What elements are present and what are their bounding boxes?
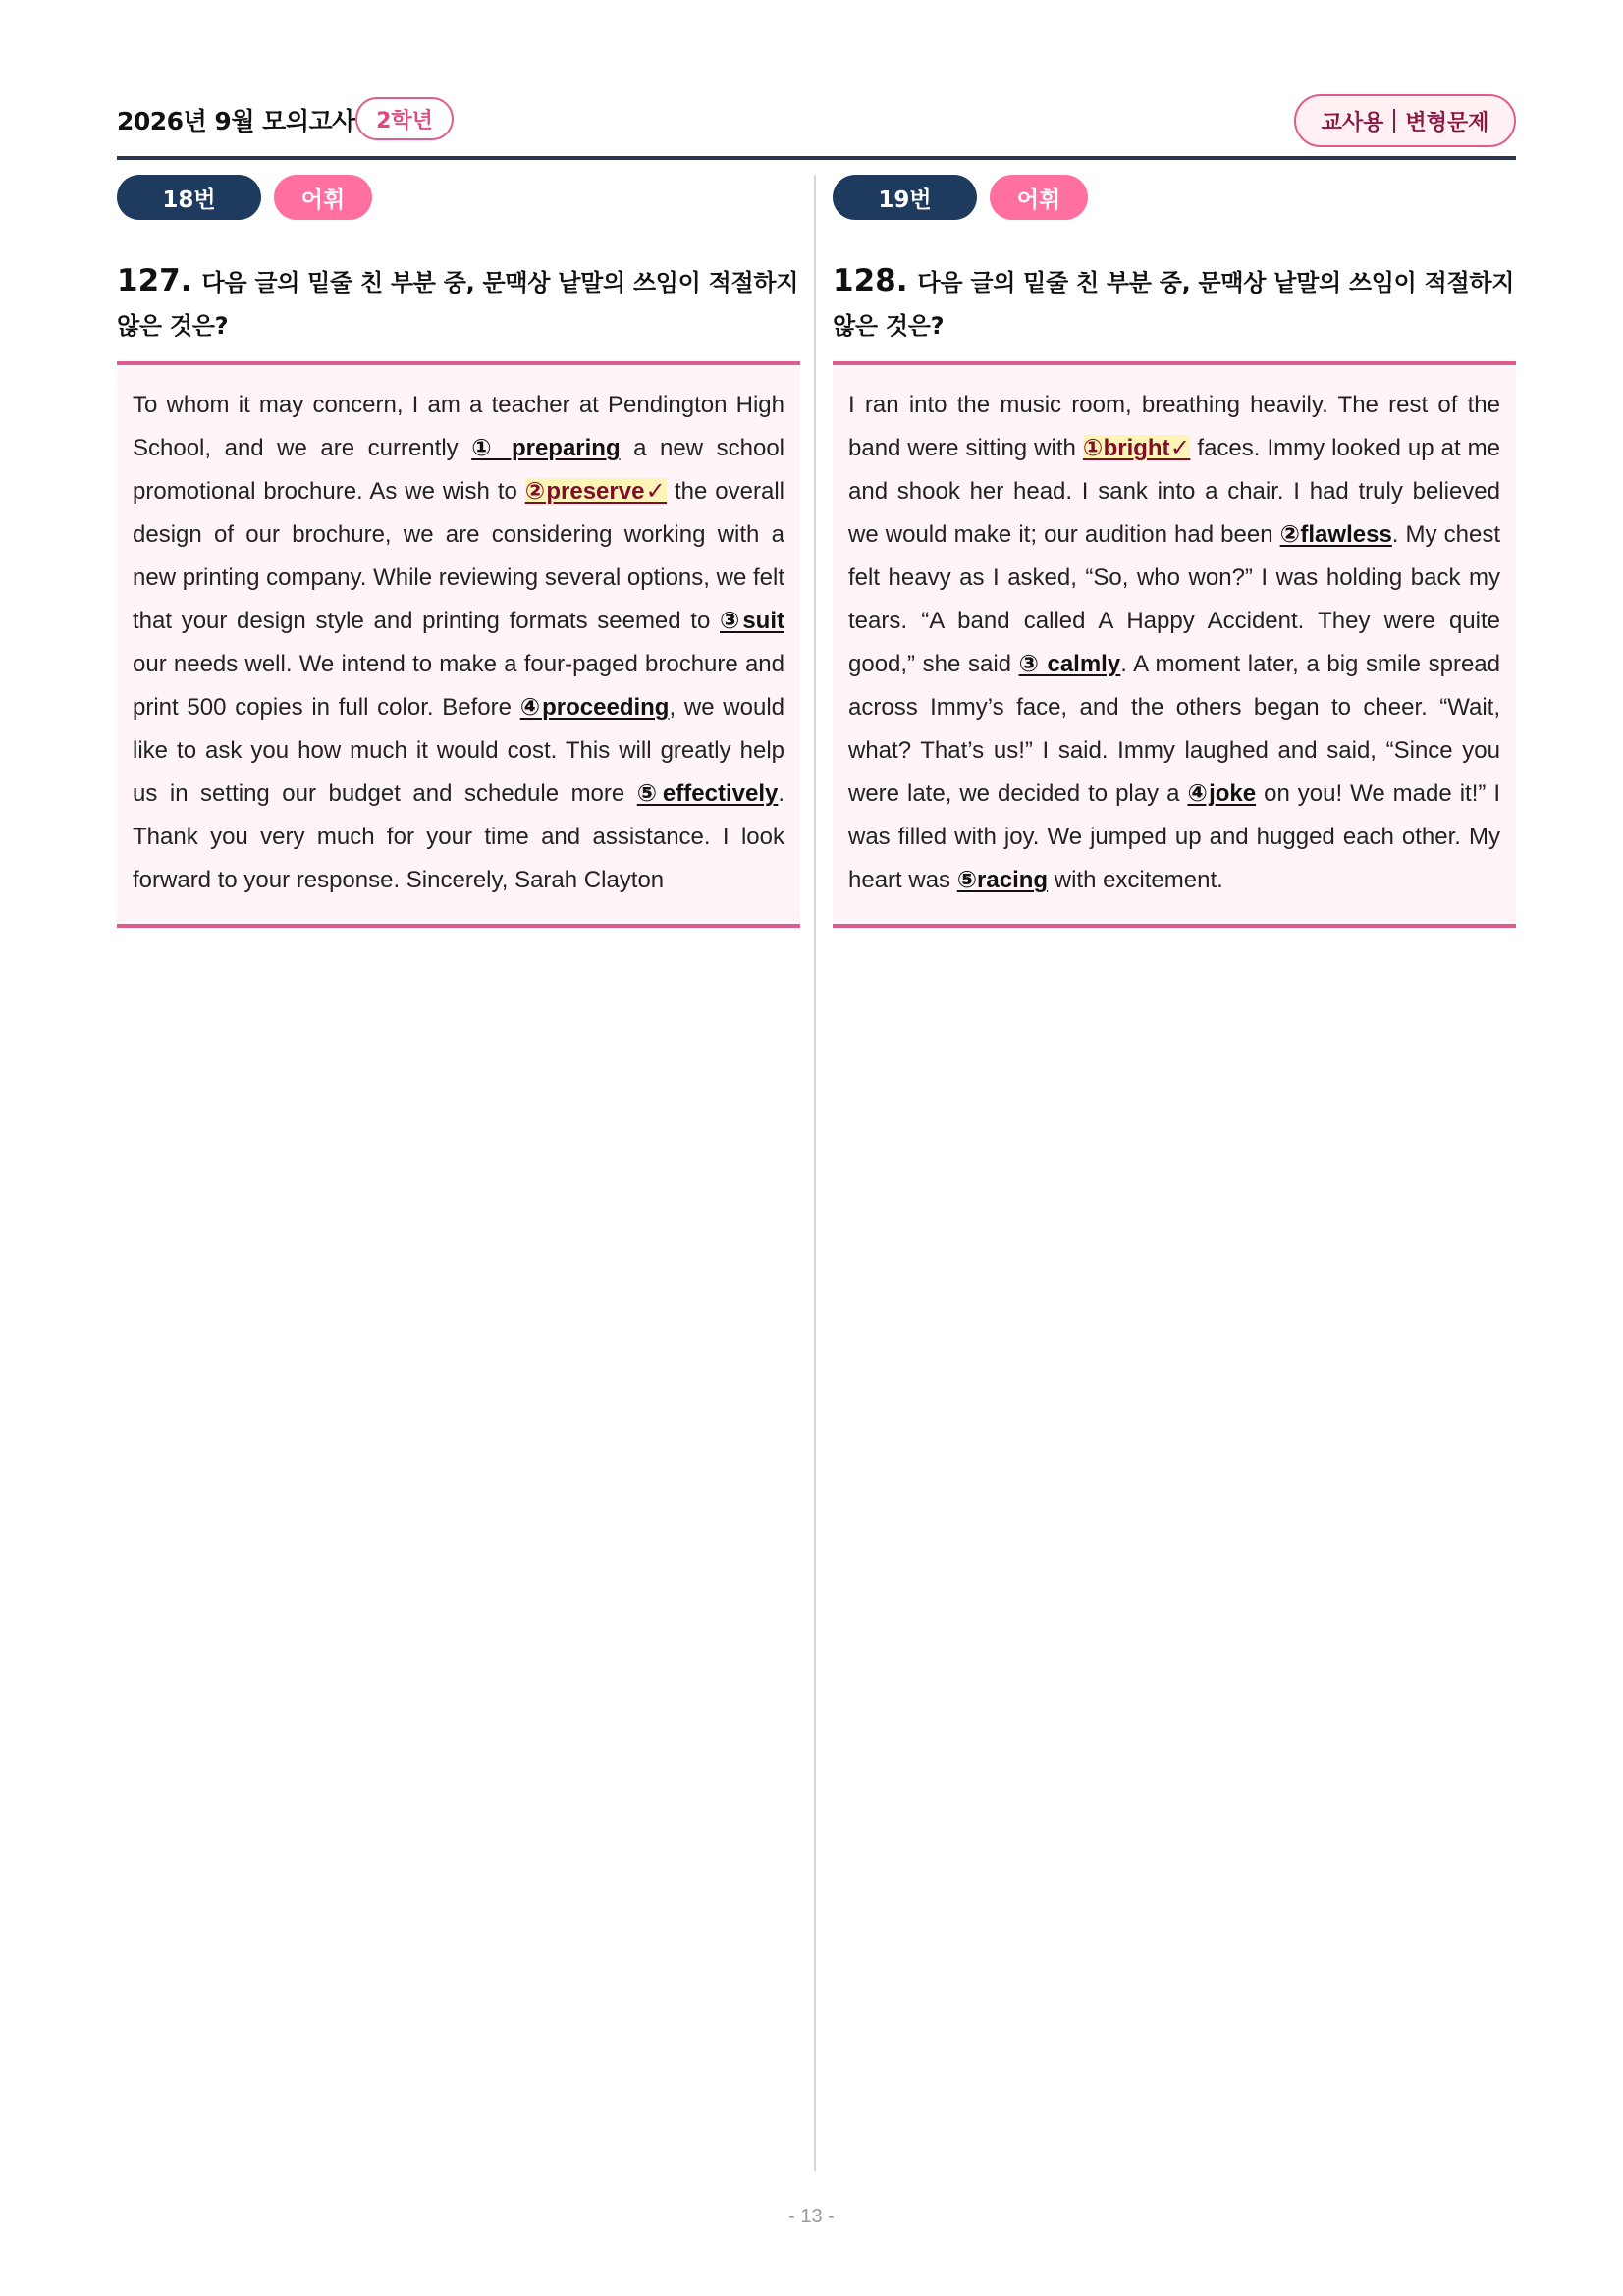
label-separator bbox=[1393, 109, 1395, 133]
passage-text bbox=[133, 384, 784, 902]
item-type-tag: 어휘 bbox=[274, 175, 372, 220]
underlined-word: ④proceeding bbox=[519, 694, 670, 721]
underlined-word: ① preparing bbox=[471, 435, 621, 461]
passage-text bbox=[848, 384, 1500, 902]
item-number-tag: 19번 bbox=[833, 175, 977, 220]
underlined-word: ⑤effectively bbox=[636, 780, 779, 807]
column-divider bbox=[814, 175, 816, 2171]
passage-segment: a new school promotional brochure. As we wish to bbox=[133, 435, 784, 505]
question-number: 128. bbox=[833, 263, 908, 298]
question-text: 다음 글의 밑줄 친 부분 중, 문맥상 낱말의 쓰임이 적절하지 않은 것은? bbox=[833, 269, 1515, 340]
passage-segment: To whom it may concern, I am a teacher at Pendington High School, and we are currently bbox=[133, 392, 784, 461]
passage-box bbox=[833, 361, 1516, 928]
passage-segment: faces. Immy looked up at me and shook her head. I sank into a chair. I had truly believed we would make it; our audition had been bbox=[848, 435, 1500, 548]
question-tags bbox=[833, 175, 1516, 222]
underlined-word: ③ calmly bbox=[1018, 651, 1121, 677]
underlined-word: ④joke bbox=[1187, 780, 1257, 807]
question-block-128 bbox=[833, 175, 1516, 928]
type-label: 변형문제 bbox=[1405, 110, 1489, 135]
passage-segment: on you! We made it!” I was filled with joy. We jumped up and hugged each other. My heart was bbox=[848, 780, 1501, 893]
question-tags bbox=[117, 175, 800, 222]
passage-segment: . A moment later, a big smile spread across Immy’s face, and the others began to cheer. “Wait, what? That’s us!” I said. Immy laughed and said, “Since you were late, we decided to play a bbox=[848, 651, 1500, 807]
question-prompt bbox=[833, 259, 1516, 347]
passage-segment: , we would like to ask you how much it would cost. This will greatly help us in setting our budget and schedule more bbox=[133, 694, 785, 807]
passage-segment: the overall design of our brochure, we are considering working with a new printing company. While reviewing several options, we felt that your design style and printing formats seemed to bbox=[133, 478, 784, 634]
question-block-127 bbox=[117, 175, 800, 928]
underlined-word: ⑤racing bbox=[956, 867, 1049, 893]
passage-box bbox=[117, 361, 800, 928]
underlined-word: ②flawless bbox=[1279, 521, 1392, 548]
page-number: - 13 - bbox=[788, 2206, 835, 2227]
answer-underlined-word: ②preserve✓ bbox=[524, 478, 668, 505]
answer-underlined-word: ①bright✓ bbox=[1082, 435, 1191, 461]
header-divider bbox=[117, 156, 1516, 160]
passage-segment: . My chest felt heavy as I asked, “So, who won?” I was holding back my tears. “A band called A Happy Accident. They were quite good,” she said bbox=[848, 521, 1500, 677]
question-number: 127. bbox=[117, 263, 192, 298]
item-number-tag: 18번 bbox=[117, 175, 261, 220]
teacher-label: 교사용 bbox=[1321, 110, 1384, 135]
question-text: 다음 글의 밑줄 친 부분 중, 문맥상 낱말의 쓰임이 적절하지 않은 것은? bbox=[117, 269, 799, 340]
passage-segment: I ran into the music room, breathing heavily. The rest of the band were sitting with bbox=[848, 392, 1500, 461]
passage-segment: . Thank you very much for your time and assistance. I look forward to your response. Sincerely, Sarah Clayton bbox=[133, 780, 785, 893]
grade-badge: 2학년 bbox=[355, 97, 454, 140]
exam-title: 2026년 9월 모의고사 bbox=[117, 107, 355, 135]
question-prompt bbox=[117, 259, 800, 347]
passage-segment: our needs well. We intend to make a four-paged brochure and print 500 copies in full color. Before bbox=[133, 651, 784, 721]
passage-segment: with excitement. bbox=[1048, 867, 1223, 893]
item-type-tag: 어휘 bbox=[990, 175, 1088, 220]
underlined-word: ③suit bbox=[720, 608, 784, 634]
teacher-version-badge bbox=[1294, 94, 1516, 147]
